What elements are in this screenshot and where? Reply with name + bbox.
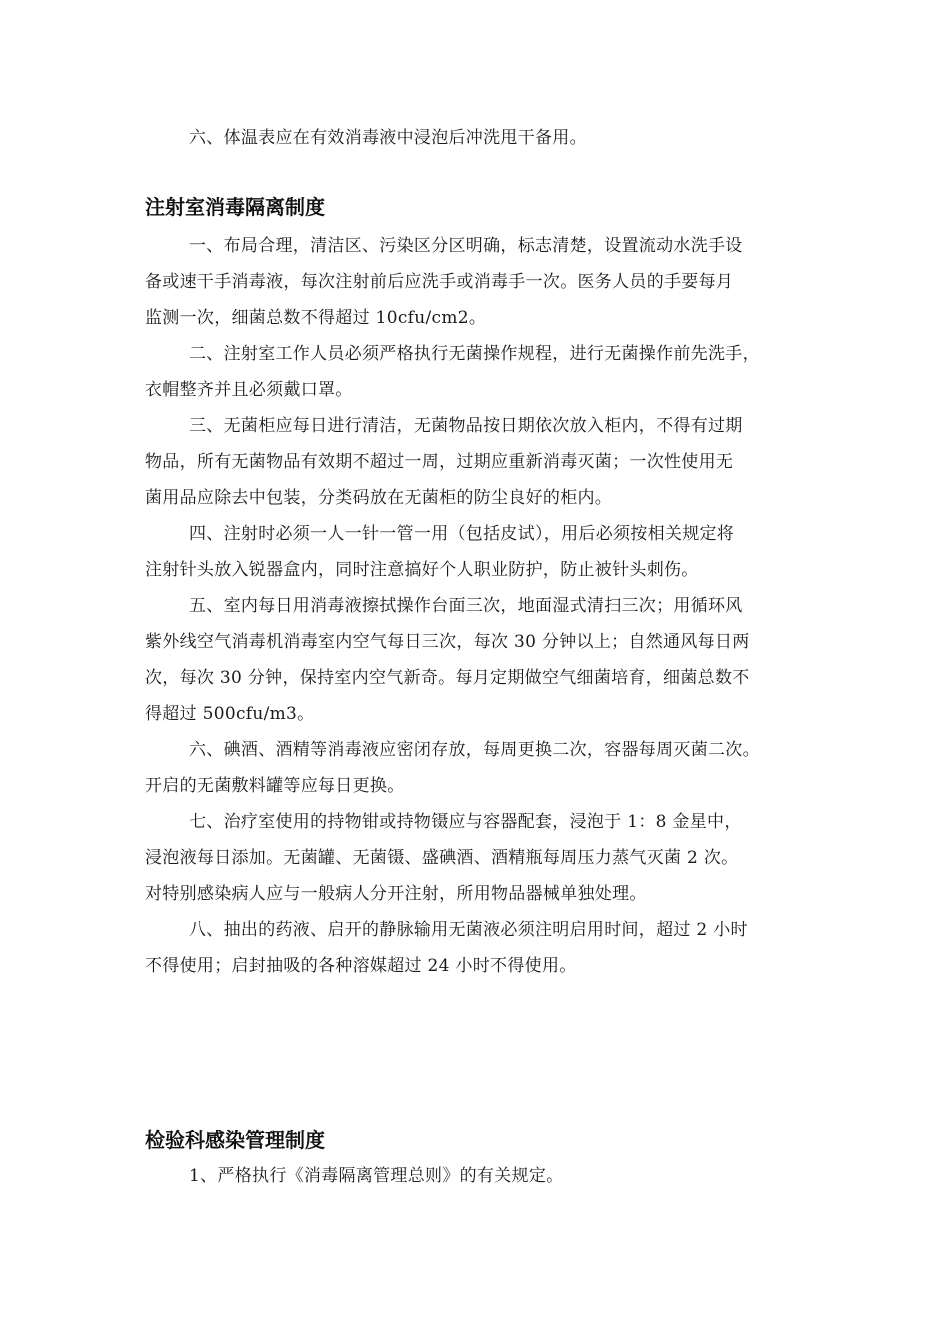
paragraph-line: 1、严格执行《消毒隔离管理总则》的有关规定。 [189,1166,564,1186]
paragraph-line: 七、治疗室使用的持物钳或持物镊应与容器配套，浸泡于 1：8 金星中， [189,812,742,832]
section-title-injection-room: 注射室消毒隔离制度 [145,195,325,219]
paragraph-line: 监测一次，细菌总数不得超过 10cfu/cm2。 [145,308,487,328]
paragraph-line: 次，每次 30 分钟，保持室内空气新奇。每月定期做空气细菌培育，细菌总数不 [145,668,750,688]
paragraph-line: 三、无菌柜应每日进行清洁，无菌物品按日期依次放入柜内，不得有过期 [189,416,743,436]
paragraph-line: 注射针头放入锐器盒内，同时注意搞好个人职业防护，防止被针头刺伤。 [145,560,699,580]
paragraph-line: 六、碘酒、酒精等消毒液应密闭存放，每周更换二次，容器每周灭菌二次。 [189,740,760,760]
paragraph-line: 六、体温表应在有效消毒液中浸泡后冲洗甩干备用。 [189,128,587,148]
paragraph-line: 物品，所有无菌物品有效期不超过一周，过期应重新消毒灭菌；一次性使用无 [145,452,734,472]
paragraph-line: 对特别感染病人应与一般病人分开注射，所用物品器械单独处理。 [145,884,647,904]
paragraph-line: 衣帽整齐并且必须戴口罩。 [145,380,353,400]
paragraph-line: 菌用品应除去中包装，分类码放在无菌柜的防尘良好的柜内。 [145,488,613,508]
paragraph-line: 不得使用；启封抽吸的各种溶媒超过 24 小时不得使用。 [145,956,577,976]
paragraph-line: 开启的无菌敷料罐等应每日更换。 [145,776,405,796]
paragraph-line: 紫外线空气消毒机消毒室内空气每日三次，每次 30 分钟以上；自然通风每日两 [145,632,750,652]
paragraph-line: 二、注射室工作人员必须严格执行无菌操作规程，进行无菌操作前先洗手， [189,344,760,364]
paragraph-line: 八、抽出的药液、启开的静脉输用无菌液必须注明启用时间，超过 2 小时 [189,920,748,940]
paragraph-line: 备或速干手消毒液，每次注射前后应洗手或消毒手一次。医务人员的手要每月 [145,272,734,292]
paragraph-line: 得超过 500cfu/m3。 [145,704,315,724]
paragraph-line: 四、注射时必须一人一针一管一用（包括皮试），用后必须按相关规定将 [189,524,735,544]
paragraph-line: 五、室内每日用消毒液擦拭操作台面三次，地面湿式清扫三次；用循环风 [189,596,743,616]
paragraph-line: 浸泡液每日添加。无菌罐、无菌镊、盛碘酒、酒精瓶每周压力蒸气灭菌 2 次。 [145,848,739,868]
section-title-lab-department: 检验科感染管理制度 [145,1128,325,1152]
paragraph-line: 一、布局合理，清洁区、污染区分区明确，标志清楚，设置流动水洗手设 [189,236,743,256]
